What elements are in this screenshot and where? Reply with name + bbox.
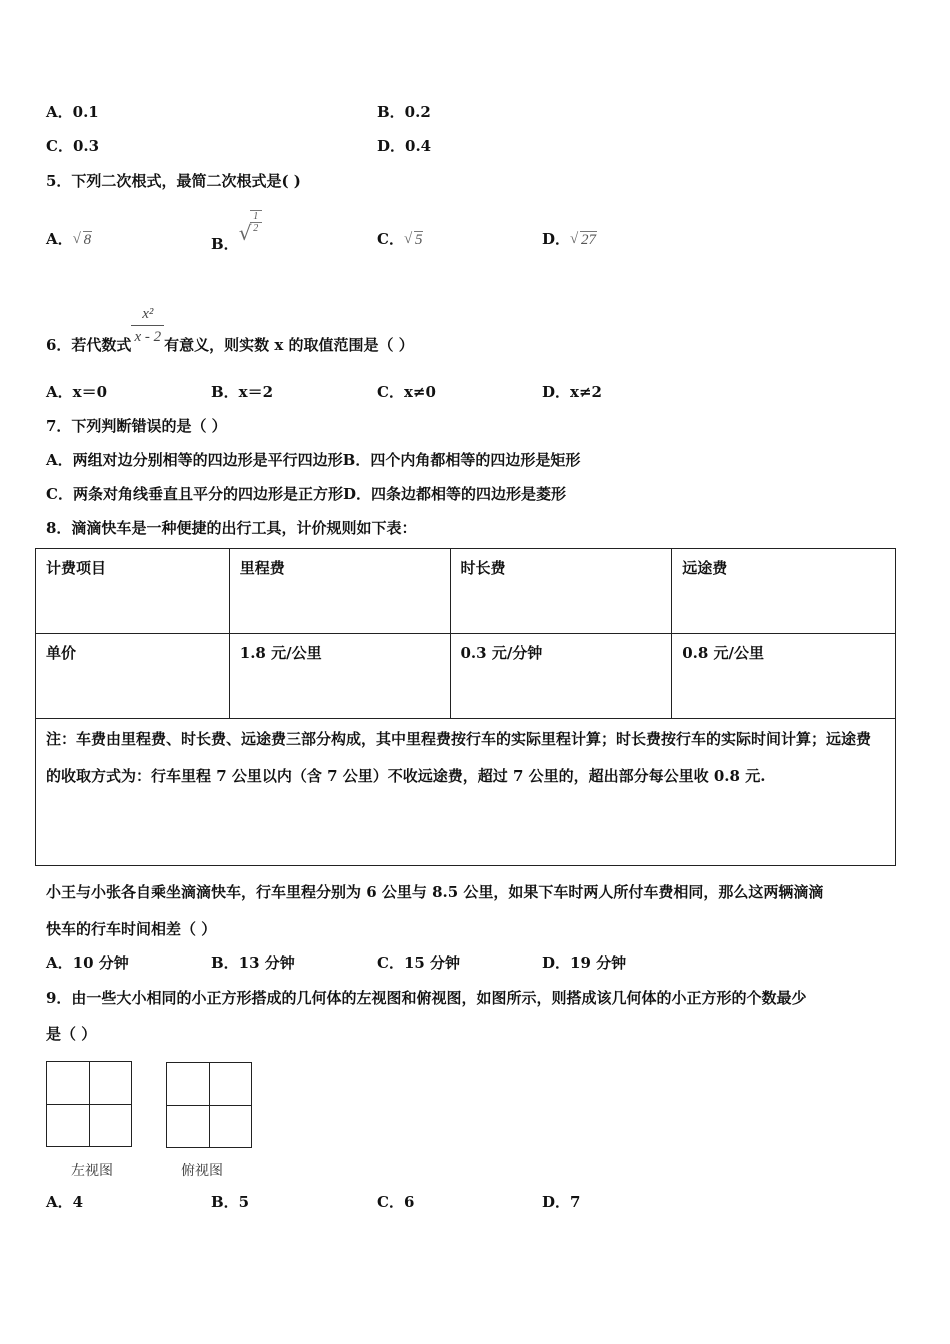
left-view-figure bbox=[46, 1061, 132, 1147]
q9-stem-line1: 9．由一些大小相同的小正方形搭成的几何体的左视图和俯视图，如图所示，则搭成该几何体的小正方形的个数最少 bbox=[46, 989, 807, 1007]
q5-option-b-num: 1 bbox=[250, 211, 262, 223]
fee-table-note-row bbox=[36, 719, 896, 866]
q7-stem: 7．下列判断错误的是（ ） bbox=[46, 417, 227, 435]
q6-fraction bbox=[131, 303, 164, 348]
q5-option-b bbox=[211, 211, 265, 254]
q7-options-line2: C．两条对角线垂直且平分的四边形是正方形D．四条边都相等的四边形是菱形 bbox=[46, 485, 566, 503]
q6-option-b: B．x＝2 bbox=[211, 383, 274, 401]
fee-header-cell: 计费项目 bbox=[36, 549, 230, 634]
left-view-caption: 左视图 bbox=[71, 1163, 113, 1179]
q5-option-d-expr: 27 bbox=[581, 232, 597, 248]
q8-stem: 8．滴滴快车是一种便捷的出行工具，计价规则如下表： bbox=[46, 519, 417, 537]
q9-option-c: C．6 bbox=[377, 1193, 415, 1211]
q5-option-d bbox=[542, 229, 597, 250]
fee-cell: 0.8 元/公里 bbox=[672, 634, 896, 719]
sqrt-icon bbox=[73, 230, 93, 250]
q6-prefix: 6．若代数式 bbox=[46, 335, 132, 354]
q6-option-c: C．x≠0 bbox=[377, 383, 436, 401]
fee-cell: 单价 bbox=[36, 634, 230, 719]
q6-stem bbox=[46, 303, 414, 354]
q5-option-c-letter: C． bbox=[377, 230, 404, 248]
q4-option-b: B．0.2 bbox=[377, 103, 431, 121]
fee-cell: 0.3 元/分钟 bbox=[450, 634, 672, 719]
q8-option-c: C．15 分钟 bbox=[377, 954, 461, 972]
q9-stem-line2: 是（ ） bbox=[46, 1025, 97, 1043]
fee-note: 注：车费由里程费、时长费、远途费三部分构成，其中里程费按行车的实际里程计算；时长费按行车的实际时间计算；远途费的收取方式为：行车里程 7 公里以内（含 7 公里）不收远途费，超过 7 公里的，超出部分每公里收 0.8 元. bbox=[36, 719, 896, 866]
fee-cell: 1.8 元/公里 bbox=[229, 634, 450, 719]
sqrt-fraction bbox=[238, 211, 265, 249]
q6-option-a: A．x＝0 bbox=[46, 383, 108, 401]
fee-table bbox=[35, 548, 896, 866]
sqrt-icon bbox=[570, 230, 597, 250]
q6-frac-den: x - 2 bbox=[134, 329, 162, 345]
sqrt-icon bbox=[404, 230, 424, 250]
q5-option-a-expr: 8 bbox=[83, 232, 92, 248]
q9-option-b: B．5 bbox=[211, 1193, 250, 1211]
fee-header-cell: 里程费 bbox=[229, 549, 450, 634]
q8-option-b: B．13 分钟 bbox=[211, 954, 295, 972]
fee-header-cell: 远途费 bbox=[672, 549, 896, 634]
grid-line bbox=[47, 1104, 131, 1105]
q5-option-b-den: 2 bbox=[253, 223, 259, 234]
q9-option-d: D．7 bbox=[542, 1193, 581, 1211]
q8-body-line2: 快车的行车时间相差（ ） bbox=[46, 920, 217, 938]
q8-option-a: A．10 分钟 bbox=[46, 954, 129, 972]
sqrt-icon: √ bbox=[238, 221, 252, 245]
q5-option-b-letter: B． bbox=[211, 235, 239, 253]
q5-option-d-letter: D． bbox=[542, 230, 571, 248]
q8-option-d: D．19 分钟 bbox=[542, 954, 627, 972]
q6-frac-num: x² bbox=[131, 303, 164, 326]
q6-suffix: 有意义，则实数 x 的取值范围是（ ） bbox=[164, 335, 414, 354]
grid-line bbox=[167, 1105, 251, 1106]
q7-options-line1: A．两组对边分别相等的四边形是平行四边形B．四个内角都相等的四边形是矩形 bbox=[46, 451, 581, 469]
q5-stem: 5．下列二次根式，最简二次根式是( ) bbox=[46, 172, 301, 190]
fee-table-price-row bbox=[36, 634, 896, 719]
fee-table-header-row bbox=[36, 549, 896, 634]
top-view-caption: 俯视图 bbox=[181, 1163, 223, 1179]
q5-option-c bbox=[377, 229, 423, 250]
q4-option-d: D．0.4 bbox=[377, 137, 432, 155]
q5-option-a-letter: A． bbox=[46, 230, 73, 248]
q8-body-line1: 小王与小张各自乘坐滴滴快车，行车里程分别为 6 公里与 8.5 公里，如果下车时两人所付车费相同，那么这两辆滴滴 bbox=[46, 883, 824, 901]
fee-header-cell: 时长费 bbox=[450, 549, 672, 634]
q5-option-c-expr: 5 bbox=[414, 232, 423, 248]
q5-option-a bbox=[46, 229, 92, 250]
q4-option-a: A．0.1 bbox=[46, 103, 99, 121]
q9-option-a: A．4 bbox=[46, 1193, 84, 1211]
q4-option-c: C．0.3 bbox=[46, 137, 100, 155]
q5-option-b-fraction bbox=[250, 210, 262, 234]
top-view-figure bbox=[166, 1062, 252, 1148]
q6-option-d: D．x≠2 bbox=[542, 383, 602, 401]
